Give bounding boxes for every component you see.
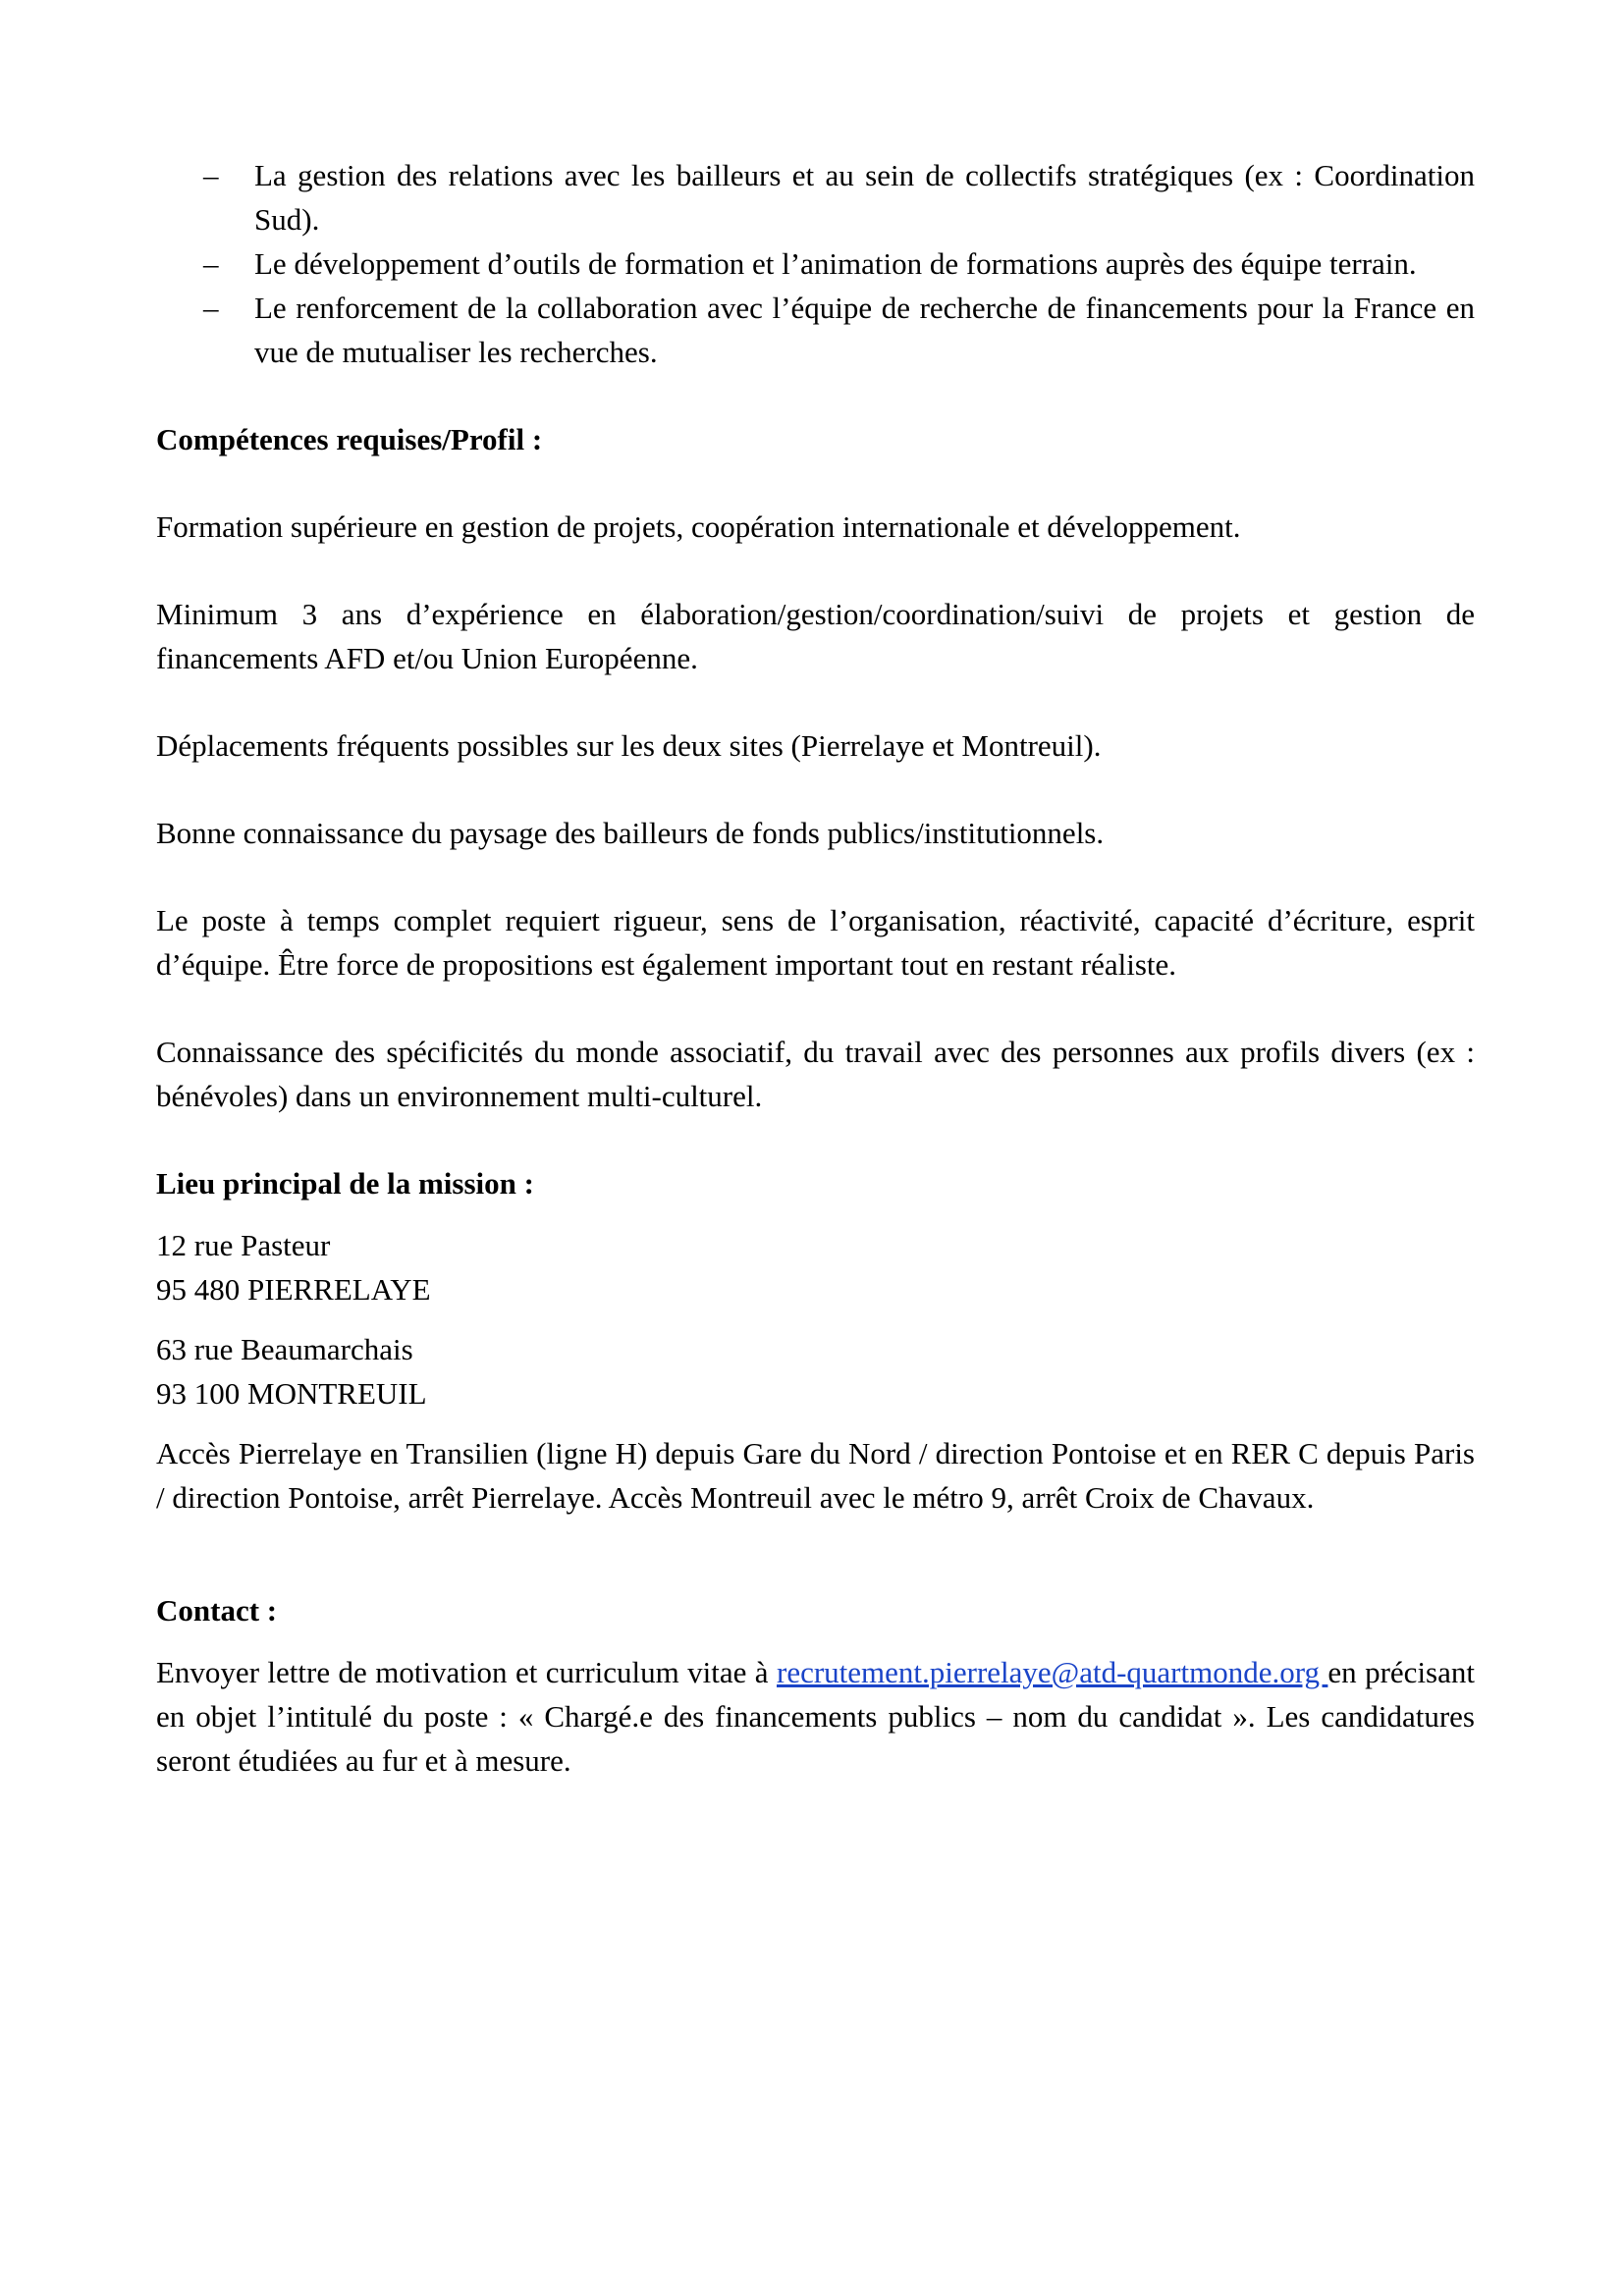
list-item-text: La gestion des relations avec les bailleurs et au sein de collectifs stratégiques (ex : Coordination Sud). [254,158,1475,237]
contact-text-before: Envoyer lettre de motivation et curriculum vitae à [156,1655,777,1689]
bullet-dash: – [203,246,219,281]
list-item [156,153,1475,241]
address-pierrelaye [156,1223,1475,1311]
competences-paragraph: Formation supérieure en gestion de projets, coopération internationale et développement. [156,509,1241,544]
contact-paragraph [156,1650,1475,1783]
access-paragraph: Accès Pierrelaye en Transilien (ligne H) depuis Gare du Nord / direction Pontoise et en RER C depuis Paris / direction Pontoise, arrêt Pierrelaye. Accès Montreuil avec le métro 9, arrêt Croix de Chavaux. [156,1436,1475,1515]
competences-paragraph: Connaissance des spécificités du monde associatif, du travail avec des personnes aux profils divers (ex : bénévoles) dans un environnement multi-culturel. [156,1035,1475,1113]
contact-heading: Contact : [156,1593,278,1628]
list-item-text: Le renforcement de la collaboration avec l’équipe de recherche de financements pour la France en vue de mutualiser les recherches. [254,291,1475,369]
email-link[interactable]: recrutement.pierrelaye@atd-quartmonde.org [777,1655,1328,1689]
competences-paragraph: Minimum 3 ans d’expérience en élaboration/gestion/coordination/suivi de projets et gestion de financements AFD et/ou Union Européenne. [156,597,1475,675]
competences-paragraph: Bonne connaissance du paysage des bailleurs de fonds publics/institutionnels. [156,816,1105,850]
address-street: 12 rue Pasteur [156,1228,331,1262]
competences-heading: Compétences requises/Profil : [156,422,543,456]
list-item [156,241,1475,286]
address-street: 63 rue Beaumarchais [156,1332,413,1366]
bullet-dash: – [203,291,219,325]
list-item-text: Le développement d’outils de formation et l’animation de formations auprès des équipe terrain. [254,246,1417,281]
contact-text-after: en précisant en objet l’intitulé du poste : « Chargé.e des financements publics – nom du candidat ». Les candidatures seront étudiées au fur et à mesure. [156,1655,1475,1778]
competences-paragraph: Le poste à temps complet requiert rigueur, sens de l’organisation, réactivité, capacité d’écriture, esprit d’équipe. Être force de propositions est également important tout en restant réaliste. [156,903,1475,982]
responsibilities-list [156,153,1475,374]
competences-paragraph: Déplacements fréquents possibles sur les deux sites (Pierrelaye et Montreuil). [156,728,1102,763]
address-city: 93 100 MONTREUIL [156,1376,427,1411]
list-item [156,286,1475,374]
bullet-dash: – [203,158,219,192]
document-page [156,153,1475,1783]
lieu-heading: Lieu principal de la mission : [156,1166,534,1201]
address-city: 95 480 PIERRELAYE [156,1272,431,1307]
address-montreuil [156,1327,1475,1415]
